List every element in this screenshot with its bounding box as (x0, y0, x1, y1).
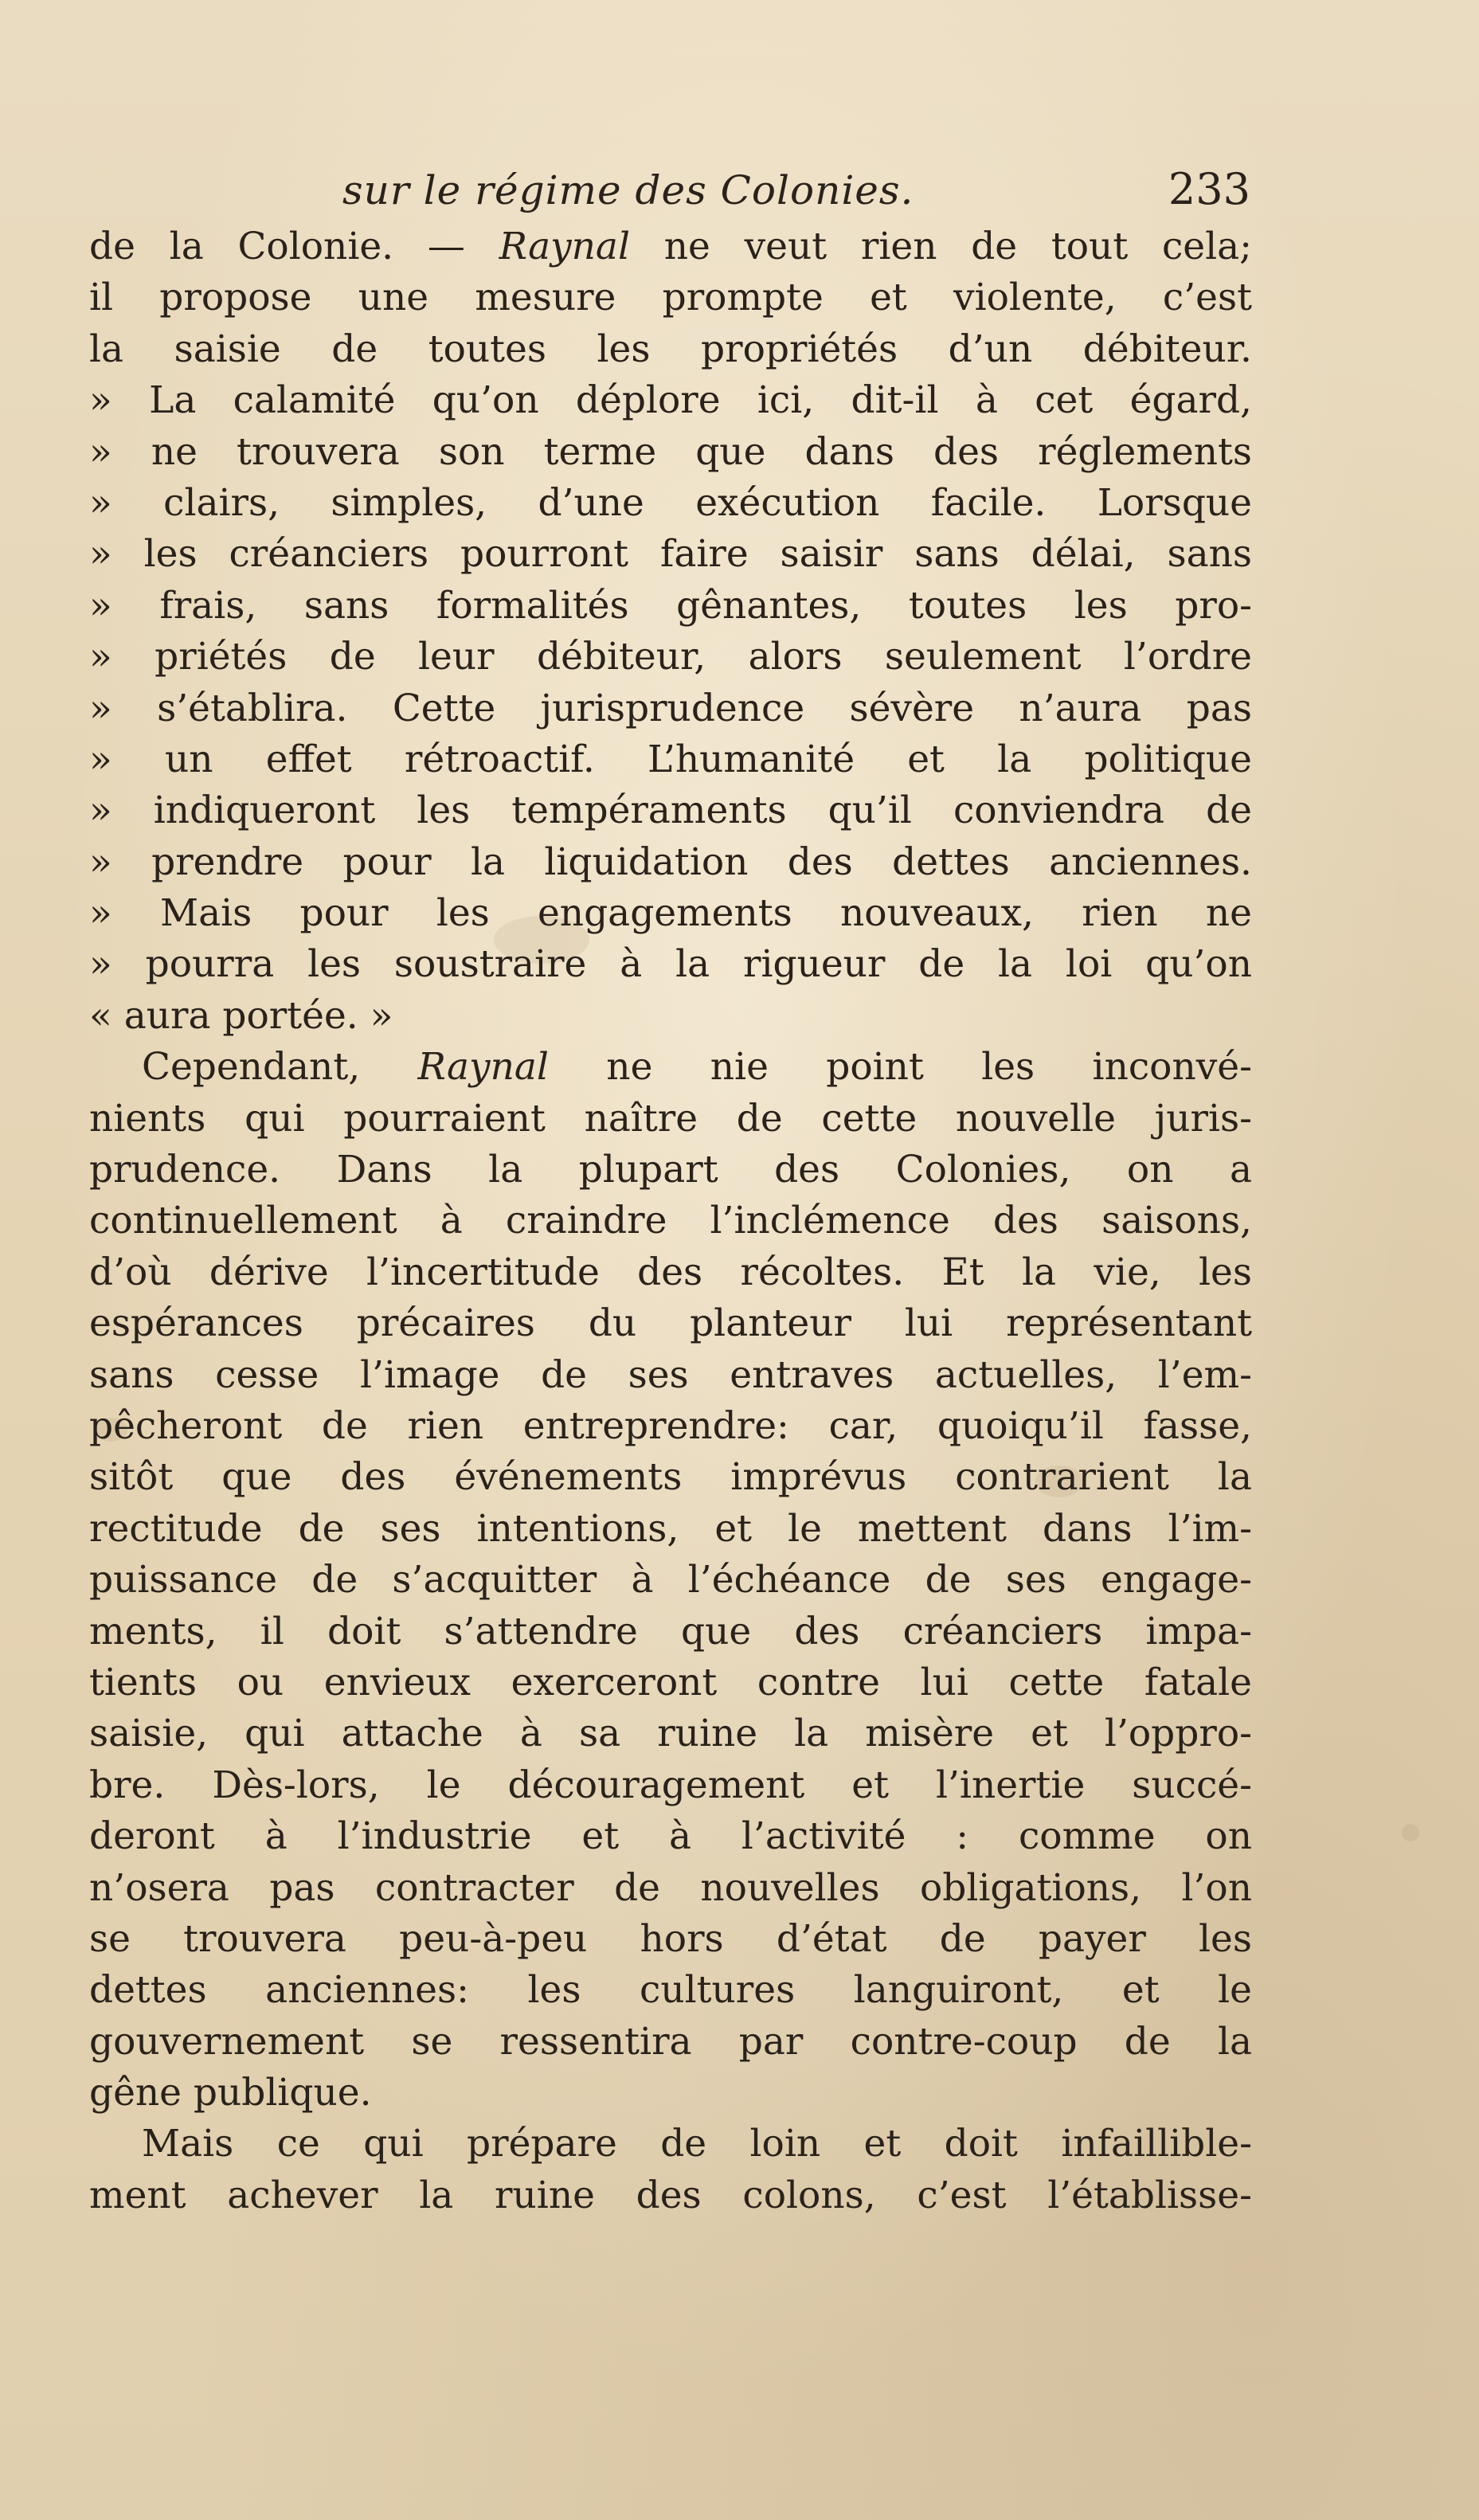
text-line: gêne publique. (89, 2071, 372, 2115)
body-text (89, 221, 1252, 2221)
text-line: de la Colonie. — Raynal ne veut rien de tout cela; (89, 225, 1252, 268)
author-name: Raynal (417, 1045, 549, 1090)
text-line: ment achever la ruine des colons, c’est l’établisse- (89, 2173, 1252, 2217)
text-line: gouvernement se ressentira par contre-coup de la (89, 2019, 1252, 2064)
text-line: sitôt que des événements imprévus contrarient la (89, 1455, 1252, 1500)
text-line: nients qui pourraient naître de cette nouvelle juris- (89, 1096, 1252, 1141)
text-line: » frais, sans formalités gênantes, toutes les pro- (89, 583, 1252, 628)
text-line: pêcheront de rien entreprendre: car, quoiqu’il fasse, (89, 1403, 1252, 1448)
text-line: » indiqueront les tempéraments qu’il conviendra de (89, 788, 1252, 833)
text-line: tients ou envieux exerceront contre lui cette fatale (89, 1660, 1252, 1704)
text-line: Mais ce qui prépare de loin et doit infaillible- (142, 2122, 1252, 2166)
page-header (342, 164, 1250, 220)
text-line: » clairs, simples, d’une exécution facile. Lorsque (89, 480, 1252, 525)
text-line: » priétés de leur débiteur, alors seulement l’ordre (89, 635, 1252, 679)
text-line: la saisie de toutes les propriétés d’un débiteur. (89, 327, 1252, 371)
text-line: saisie, qui attache à sa ruine la misère et l’oppro- (89, 1712, 1252, 1756)
text-line: espérances précaires du planteur lui représentant (89, 1301, 1252, 1346)
author-name: Raynal (499, 225, 630, 268)
text-line: dettes anciennes: les cultures languiront, et le (89, 1968, 1252, 2013)
text-line: » un effet rétroactif. L’humanité et la politique (89, 737, 1252, 781)
foxing-spot (1402, 1824, 1419, 1841)
text-line: Cependant, Raynal ne nie point les inconvé- (142, 1045, 1252, 1090)
text-line: rectitude de ses intentions, et le mettent dans l’im- (89, 1506, 1252, 1551)
text-line: sans cesse l’image de ses entraves actuelles, l’em- (89, 1352, 1252, 1397)
text-line: il propose une mesure prompte et violente, c’est (89, 276, 1252, 320)
text-line: ments, il doit s’attendre que des créanciers impa- (89, 1609, 1252, 1653)
page-number: 233 (1168, 164, 1250, 214)
text-line: » La calamité qu’on déplore ici, dit-il à cet égard, (89, 378, 1252, 423)
text-line: bre. Dès-lors, le découragement et l’inertie succé- (89, 1763, 1252, 1807)
text-line: prudence. Dans la plupart des Colonies, on a (89, 1148, 1252, 1192)
text-line: d’où dérive l’incertitude des récoltes. Et la vie, les (89, 1250, 1252, 1294)
text-line: puissance de s’acquitter à l’échéance de ses engage- (89, 1558, 1252, 1602)
text-line: » ne trouvera son terme que dans des réglements (89, 429, 1252, 474)
text-line: se trouvera peu-à-peu hors d’état de payer les (89, 1916, 1252, 1961)
text-line: continuellement à craindre l’inclémence des saisons, (89, 1199, 1252, 1243)
text-line: » pourra les soustraire à la rigueur de la loi qu’on (89, 942, 1252, 987)
text-line: » les créanciers pourront faire saisir sans délai, sans (89, 532, 1252, 577)
text-line: » prendre pour la liquidation des dettes anciennes. (89, 839, 1252, 884)
running-title: sur le régime des Colonies. (342, 167, 914, 213)
text-line: « aura portée. » (89, 993, 393, 1038)
text-line: n’osera pas contracter de nouvelles obligations, l’on (89, 1865, 1252, 1910)
text-line: » s’établira. Cette jurisprudence sévère n’aura pas (89, 686, 1252, 730)
text-line: deront à l’industrie et à l’activité : comme on (89, 1814, 1252, 1859)
text-line: » Mais pour les engagements nouveaux, rien ne (89, 891, 1252, 936)
